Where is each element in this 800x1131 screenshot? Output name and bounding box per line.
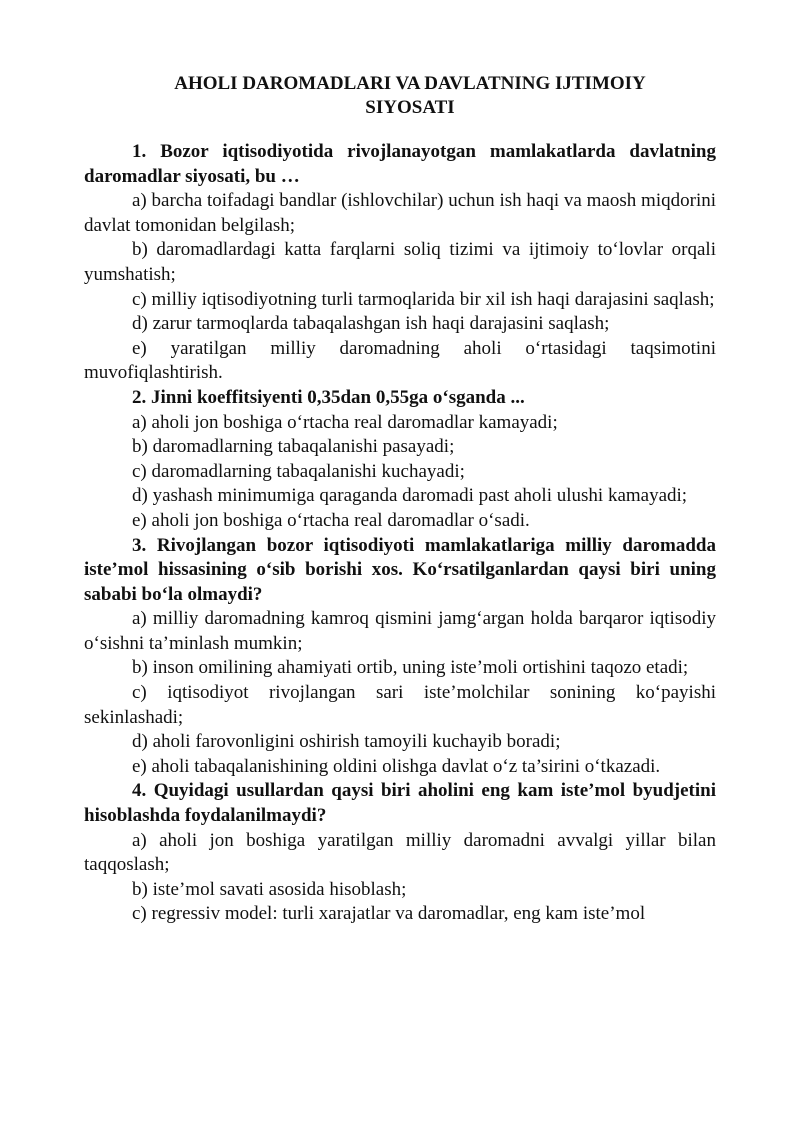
question-3-option-e: e) aholi tabaqalanishining oldini olishga davlat o‘z ta’sirini o‘tkazadi.	[132, 755, 661, 777]
question-1-option-d: d) zarur tarmoqlarda tabaqalashgan ish haqi darajasini saqlash;	[132, 313, 610, 335]
question-4: 4. Quyidagi usullardan qaysi biri aholini eng kam iste’mol byudjetini hisoblashda foydalanilmaydi?	[84, 780, 716, 827]
question-3-option-a: a) milliy daromadning kamroq qismini jamg‘argan holda barqaror iqtisodiy o‘sishni ta’minlash mumkin;	[84, 608, 716, 654]
title-line-2: SIYOSATI	[365, 97, 455, 118]
question-3-option-b: b) inson omilining ahamiyati ortib, uning iste’moli ortishini taqozo etadi;	[132, 657, 689, 679]
question-1-option-a: a) barcha toifadagi bandlar (ishlovchilar) uchun ish haqi va maosh miqdorini davlat tomonidan belgilash;	[84, 190, 716, 236]
question-1-option-b: b) daromadlardagi katta farqlarni soliq tizimi va ijtimoiy to‘lovlar orqali yumshatish;	[84, 239, 716, 285]
question-2: 2. Jinni koeffitsiyenti 0,35dan 0,55ga o‘sganda ...	[132, 386, 525, 408]
question-1-option-c: c) milliy iqtisodiyotning turli tarmoqlarida bir xil ish haqi darajasini saqlash;	[132, 288, 715, 310]
question-4-option-c: c) regressiv model: turli xarajatlar va daromadlar, eng kam iste’mol	[132, 903, 646, 925]
question-1-option-e: e) yaratilgan milliy daromadning aholi o‘rtasidagi taqsimotini muvofiqlashtirish.	[84, 337, 716, 384]
question-3-option-d: d) aholi farovonligini oshirish tamoyili kuchayib boradi;	[132, 731, 561, 753]
question-4-option-b: b) iste’mol savati asosida hisoblash;	[132, 878, 407, 900]
question-2-option-b: b) daromadlarning tabaqalanishi pasayadi;	[132, 436, 455, 458]
question-2-option-e: e) aholi jon boshiga o‘rtacha real daromadlar o‘sadi.	[132, 509, 530, 531]
question-1: 1. Bozor iqtisodiyotida rivojlanayotgan mamlakatlarda davlatning daromadlar siyosati, bu …	[84, 141, 716, 187]
question-3: 3. Rivojlangan bozor iqtisodiyoti mamlakatlariga milliy daromadda iste’mol hissasining o‘sib borishi xos. Ko‘rsatilganlardan qaysi biri uning sababi bo‘la olmaydi?	[84, 534, 716, 605]
question-2-option-a: a) aholi jon boshiga o‘rtacha real daromadlar kamayadi;	[132, 411, 558, 433]
document-page	[84, 72, 716, 927]
question-2-option-c: c) daromadlarning tabaqalanishi kuchayadi;	[132, 460, 465, 482]
question-3-option-c: c) iqtisodiyot rivojlangan sari iste’molchilar sonining ko‘payishi sekinlashadi;	[84, 682, 716, 728]
document-title	[104, 72, 716, 120]
question-4-option-a: a) aholi jon boshiga yaratilgan milliy daromadni avvalgi yillar bilan taqqoslash;	[84, 829, 716, 876]
title-line-1: AHOLI DAROMADLARI VA DAVLATNING IJTIMOIY	[174, 73, 646, 94]
question-2-option-d: d) yashash minimumiga qaraganda daromadi past aholi ulushi kamayadi;	[132, 485, 688, 507]
